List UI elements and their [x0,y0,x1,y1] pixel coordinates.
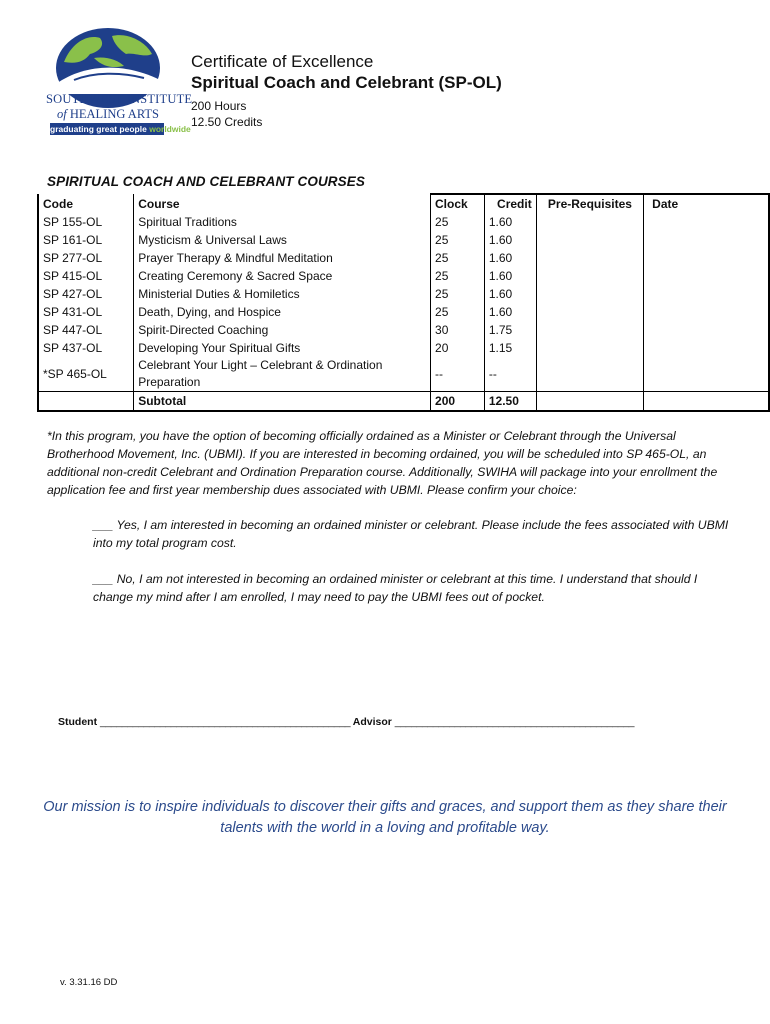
table-row [38,339,769,357]
student-signature-line[interactable]: ______________________________________________ [100,716,351,728]
course-name: Spirit-Directed Coaching [134,321,431,339]
course-clock: 25 [431,249,485,267]
course-name: Celebrant Your Light – Celebrant & Ordination Preparation [134,357,431,392]
subtotal-row [38,392,769,412]
course-code: SP 437-OL [38,339,134,357]
program-header [191,52,502,130]
course-code: SP 447-OL [38,321,134,339]
course-code: SP 431-OL [38,303,134,321]
course-name: Ministerial Duties & Homiletics [134,285,431,303]
course-date [644,231,769,249]
course-code: SP 155-OL [38,213,134,231]
courses-section-title: SPIRITUAL COACH AND CELEBRANT COURSES [47,174,365,189]
header-code: Code [38,194,134,213]
course-credit: 1.75 [484,321,536,339]
course-clock: 25 [431,285,485,303]
course-date [644,213,769,231]
course-prereq [536,357,643,392]
course-date [644,339,769,357]
header-date: Date [644,194,769,213]
course-prereq [536,231,643,249]
subtotal-prereq [536,392,643,412]
course-name: Creating Ceremony & Sacred Space [134,267,431,285]
course-date [644,303,769,321]
program-title: Spiritual Coach and Celebrant (SP-OL) [191,73,502,92]
course-credit: 1.15 [484,339,536,357]
course-name: Developing Your Spiritual Gifts [134,339,431,357]
course-clock: 25 [431,267,485,285]
advisor-signature-line[interactable]: ____________________________________________ [394,716,635,728]
ordination-note: *In this program, you have the option of becoming officially ordained as a Minister or Celebrant through the Universal Brotherhood Movement, Inc. (UBMI). If you are interested in becoming ordained, you will be scheduled into SP 465-OL, an additional non-credit Celebrant and Ordination Preparation course. Additionally, SWIHA will package into your enrollment the application fee and first year membership dues associated with UBMI. Please confirm your choice: [47,429,718,497]
course-code: SP 277-OL [38,249,134,267]
course-clock: 20 [431,339,485,357]
course-clock: -- [431,357,485,392]
course-clock: 25 [431,231,485,249]
subtotal-date [644,392,769,412]
course-clock: 25 [431,303,485,321]
header-credit: Credit [484,194,536,213]
table-row [38,267,769,285]
logo-tagline: graduating great people worldwide [50,124,191,134]
course-credit: 1.60 [484,231,536,249]
course-code: SP 415-OL [38,267,134,285]
course-prereq [536,285,643,303]
course-name: Prayer Therapy & Mindful Meditation [134,249,431,267]
table-row [38,249,769,267]
swiha-logo [44,28,193,136]
course-code: SP 427-OL [38,285,134,303]
header-course: Course [134,194,431,213]
logo-institute-name: SOUTHWEST INSTITUTE [46,92,193,106]
course-clock: 30 [431,321,485,339]
course-name: Spiritual Traditions [134,213,431,231]
course-clock: 25 [431,213,485,231]
course-prereq [536,249,643,267]
course-date [644,267,769,285]
course-date [644,285,769,303]
table-row [38,213,769,231]
course-date [644,321,769,339]
student-label: Student [58,716,98,728]
course-credit: 1.60 [484,285,536,303]
version-label: v. 3.31.16 DD [60,977,118,988]
courses-table [37,193,770,412]
header-clock: Clock [431,194,485,213]
course-credit: -- [484,357,536,392]
course-date [644,249,769,267]
table-header-row [38,194,769,213]
course-name: Mysticism & Universal Laws [134,231,431,249]
table-row-optional-course [38,357,769,392]
table-row [38,231,769,249]
course-name: Death, Dying, and Hospice [134,303,431,321]
subtotal-clock: 200 [431,392,485,412]
program-credits: 12.50 Credits [191,115,263,129]
table-row [38,285,769,303]
subtotal-code-cell [38,392,134,412]
course-credit: 1.60 [484,249,536,267]
option-no-ordained[interactable]: ___ No, I am not interested in becoming an ordained minister or celebrant at this time. I understand that should I change my mind after I am enrolled, I may need to pay the UBMI fees out of pocket. [93,572,698,604]
course-code: SP 161-OL [38,231,134,249]
program-hours: 200 Hours [191,99,247,113]
subtotal-label: Subtotal [134,392,431,412]
course-prereq [536,213,643,231]
course-date [644,357,769,392]
advisor-label: Advisor [352,716,392,728]
course-prereq [536,267,643,285]
signature-lines [58,716,634,728]
globe-logo-icon [54,28,162,94]
logo-healing-arts: of HEALING ARTS [56,107,160,121]
course-prereq [536,303,643,321]
header-prerequisites: Pre-Requisites [536,194,643,213]
course-credit: 1.60 [484,213,536,231]
course-prereq [536,321,643,339]
course-code: *SP 465-OL [38,357,134,392]
option-yes-ordained[interactable]: ___ Yes, I am interested in becoming an ordained minister or celebrant. Please include the fees associated with UBMI into my total program cost. [93,518,729,550]
table-row [38,321,769,339]
table-row [38,303,769,321]
course-credit: 1.60 [484,303,536,321]
course-credit: 1.60 [484,267,536,285]
mission-statement: Our mission is to inspire individuals to discover their gifts and graces, and support them as they share their talents with the world in a loving and profitable way. [43,799,727,836]
certificate-title: Certificate of Excellence [191,52,374,71]
subtotal-credit: 12.50 [484,392,536,412]
course-prereq [536,339,643,357]
